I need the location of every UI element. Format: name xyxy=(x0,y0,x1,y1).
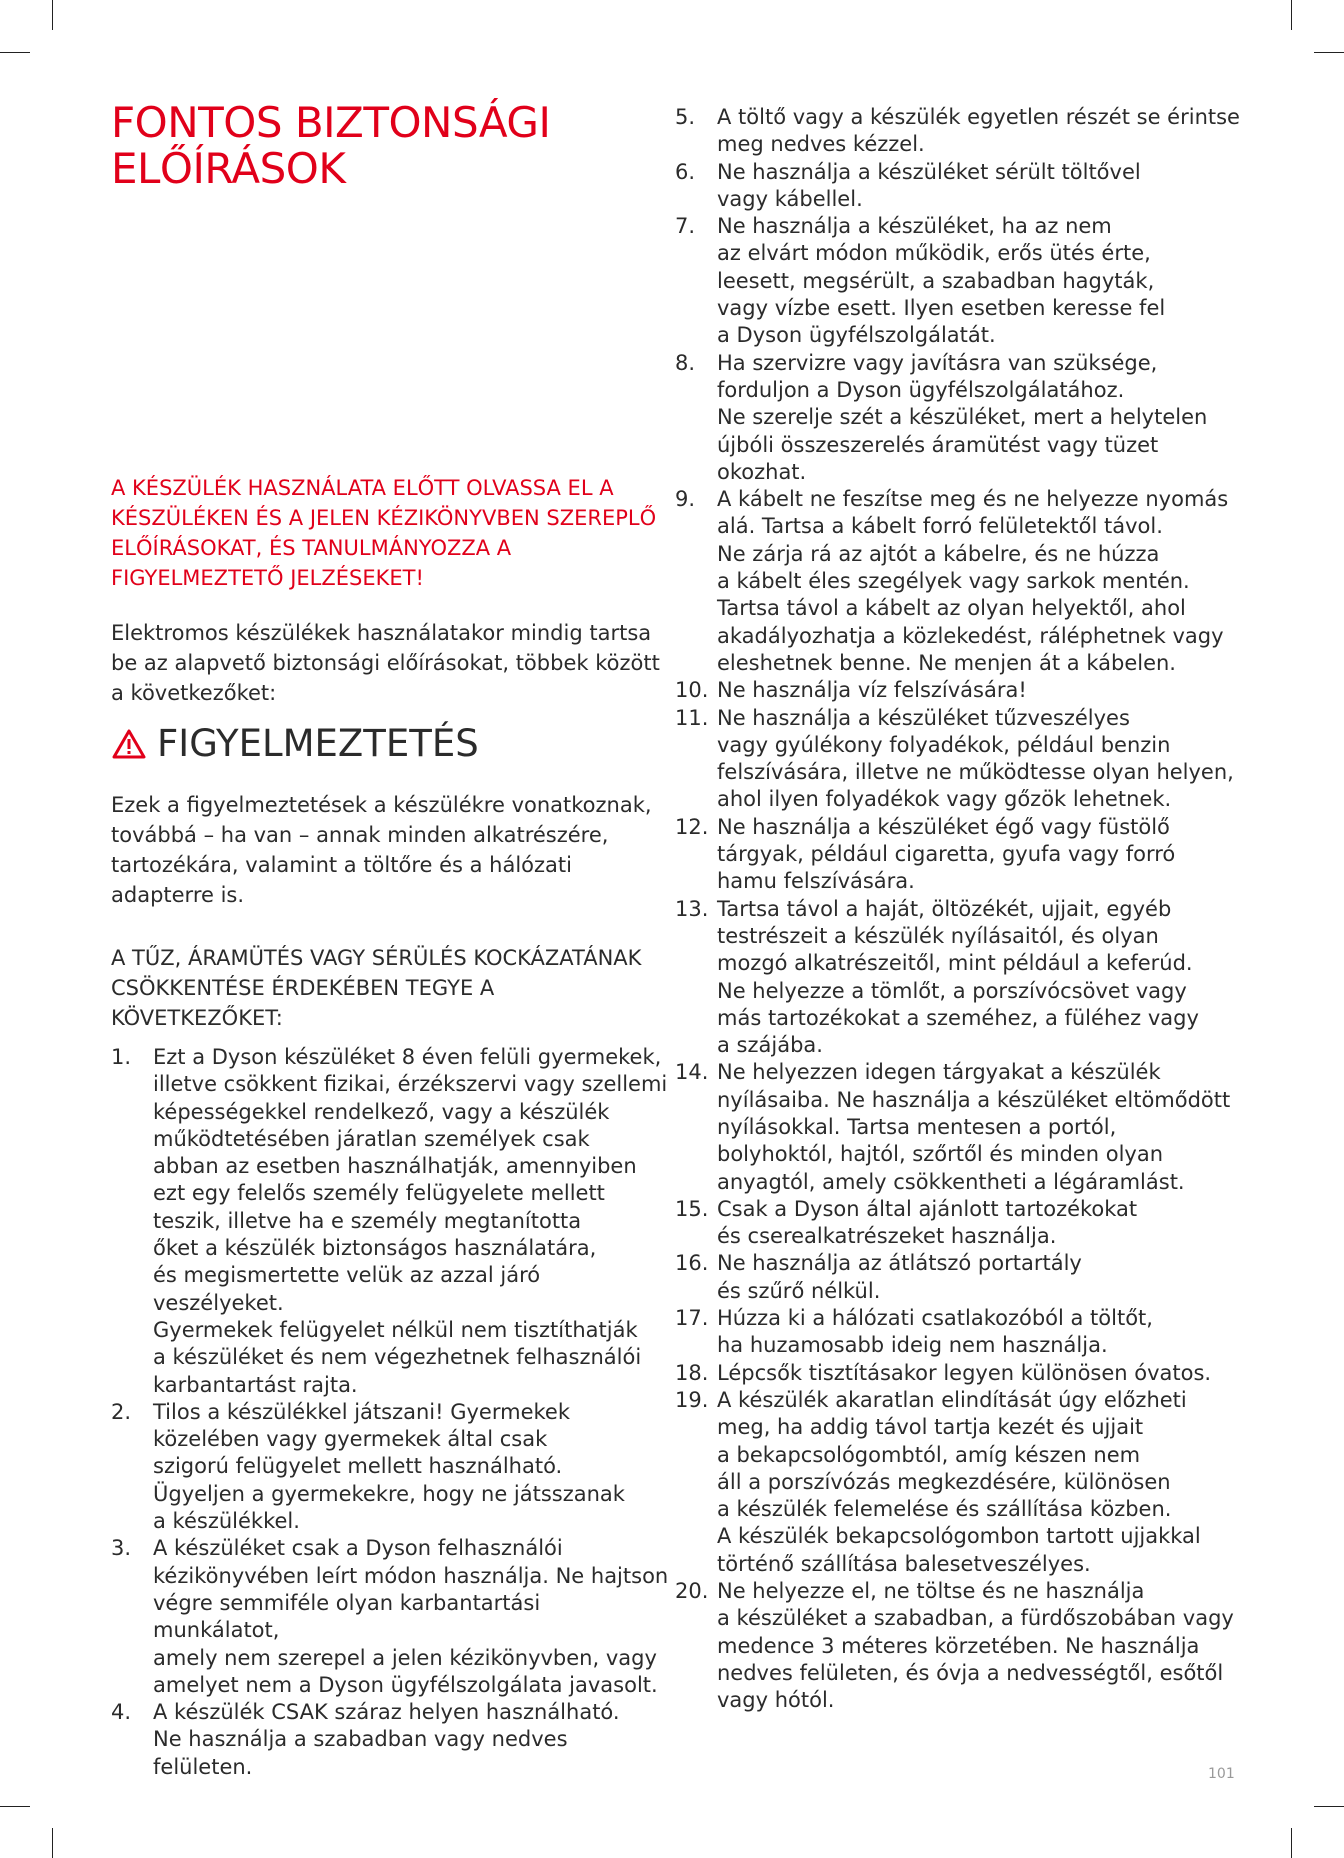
crop-mark xyxy=(0,52,30,53)
crop-mark xyxy=(52,1828,53,1858)
list-item-text: Tartsa távol a haját, öltözékét, ujjait, egyéb testrészeit a készülék nyílásaitól, és olyan mozgó alkatrészeitől, mint például a keferúd. Ne helyezze a tömlőt, a porszívócsövet vagy más tartozékokat a szeméhez, a füléhez vagy a szájába. xyxy=(717,896,1199,1058)
list-item-number: 7. xyxy=(675,214,696,239)
list-item-text: A készülék akaratlan elindítását úgy előzheti meg, ha addig távol tartja kezét és ujjait a bekapcsológombtól, amíg készen nem áll a porszívózás megkezdésére, különösen a készülék felemelése és szállítása közben. A készülék bekapcsológombon tartott ujjakkal történő szállítása balesetveszélyes. xyxy=(717,1387,1201,1576)
list-item-number: 11. xyxy=(675,705,709,730)
list-item-text: Ne használja a készüléket égő vagy füstölő tárgyak, például cigaretta, gyufa vagy forró hamu felszívására. xyxy=(717,814,1176,894)
list-item-text: Ne helyezze el, ne töltse és ne használja a készüléket a szabadban, a fürdőszobában vagy medence 3 méteres körzetében. Ne használja nedves felületen, és óvja a nedvességtől, esőtől vagy hótól. xyxy=(717,1579,1234,1713)
list-item-text: Ne használja az átlátszó portartály és szűrő nélkül. xyxy=(717,1251,1082,1303)
crop-mark xyxy=(52,0,53,30)
list-item xyxy=(675,1387,1245,1578)
list-item xyxy=(675,1578,1245,1714)
list-item-text: Húzza ki a hálózati csatlakozóból a töltőt, ha huzamosabb ideig nem használja. xyxy=(717,1306,1153,1358)
warning-paragraph: Ezek a figyelmeztetések a készülékre vonatkoznak, továbbá – ha van – annak minden alkatrészére, tartozékára, valamint a töltőre és a hálózati adapterre is. xyxy=(111,793,652,907)
page-number: 101 xyxy=(1208,1766,1235,1782)
list-item-text: Tilos a készülékkel játszani! Gyermekek közelében vagy gyermekek által csak szigorú felügyelet mellett használható. Ügyeljen a gyermekekre, hogy ne játsszanak a készülékkel. xyxy=(153,1399,625,1534)
section-heading: A TŰZ, ÁRAMÜTÉS VAGY SÉRÜLÉS KOCKÁZATÁNAK CSÖKKENTÉSE ÉRDEKÉBEN TEGYE A KÖVETKEZŐKET: xyxy=(111,946,642,1030)
crop-mark xyxy=(0,1806,30,1807)
intro-paragraph: Elektromos készülékek használatakor mindig tartsa be az alapvető biztonsági előírásokat, többek között a következőket: xyxy=(111,621,660,705)
list-item-number: 15. xyxy=(675,1196,709,1221)
page-title: FONTOS BIZTONSÁGI ELŐÍRÁSOK xyxy=(111,98,551,193)
list-item xyxy=(675,1305,1245,1360)
crop-mark xyxy=(1291,1828,1292,1858)
warning-heading xyxy=(111,720,479,768)
list-item xyxy=(675,677,1245,704)
list-item-number: 8. xyxy=(675,350,696,375)
list-item-number: 10. xyxy=(675,678,709,703)
list-item-text: Ne használja a készüléket sérült töltővel vagy kábellel. xyxy=(717,159,1141,211)
list-item xyxy=(675,486,1245,677)
list-item xyxy=(675,350,1245,486)
list-item-text: Ezt a Dyson készüléket 8 éven felüli gyermekek, illetve csökkent fizikai, érzékszervi vagy szellemi képességekkel rendelkező, vagy a készülék működtetésében járatlan személyek csak abban az esetben használhatják, amennyiben ezt egy felelős személy felügyelete mellett teszik, illetve ha e személy megtanította őket a készülék biztonságos használatára, és megismertette velük az azzal járó veszélyeket. Gyermekek felügyelet nélkül nem tisztíthatják a készüléket és nem végezhetnek felhasználói karbantartást rajta. xyxy=(153,1045,668,1397)
list-item xyxy=(111,1399,671,1535)
list-item-text: Ne helyezzen idegen tárgyakat a készülék nyílásaiba. Ne használja a készüléket eltömődött nyílásokkal. Tartsa mentesen a portól, bolyhoktól, hajtól, szőrtől és minden olyan anyagtól, amely csökkentheti a légáramlást. xyxy=(717,1060,1231,1194)
list-item xyxy=(675,896,1245,1060)
list-item-number: 6. xyxy=(675,159,696,184)
list-item xyxy=(675,705,1245,814)
list-item-text: A készülék CSAK száraz helyen használható. Ne használja a szabadban vagy nedves felületen. xyxy=(153,1700,620,1779)
list-item xyxy=(111,1535,671,1699)
list-item-number: 19. xyxy=(675,1387,709,1412)
list-item-text: Ne használja a készüléket, ha az nem az elvárt módon működik, erős ütés érte, leesett, megsérült, a szabadban hagyták, vagy vízbe esett. Ilyen esetben keresse fel a Dyson ügyfélszolgálatát. xyxy=(717,214,1166,348)
list-item-number: 16. xyxy=(675,1251,709,1276)
list-item-number: 20. xyxy=(675,1579,709,1604)
list-item xyxy=(675,1360,1245,1387)
list-item-number: 5. xyxy=(675,105,696,129)
intro-warning-text: A KÉSZÜLÉK HASZNÁLATA ELŐTT OLVASSA EL A KÉSZÜLÉKEN ÉS A JELEN KÉZIKÖNYVBEN SZEREPLŐ ELŐÍRÁSOKAT, ÉS TANULMÁNYOZZA A FIGYELMEZTETŐ JELZÉSEKET! xyxy=(111,476,657,590)
list-item-number: 14. xyxy=(675,1060,709,1085)
list-item-text: Lépcsők tisztításakor legyen különösen óvatos. xyxy=(717,1360,1212,1385)
right-column xyxy=(675,104,1245,1715)
list-item xyxy=(675,213,1245,349)
list-item-text: Ne használja a készüléket tűzveszélyes vagy gyúlékony folyadékok, például benzin felszívására, illetve ne működtesse olyan helyen, ahol ilyen folyadékok vagy gőzök lehetnek. xyxy=(717,705,1234,812)
list-item-number: 12. xyxy=(675,814,709,839)
list-item xyxy=(675,104,1245,159)
list-item xyxy=(111,1044,671,1399)
list-item-text: A kábelt ne feszítse meg és ne helyezze nyomás alá. Tartsa a kábelt forró felületektől távol. Ne zárja rá az ajtót a kábelre, és ne húzza a kábelt éles szegélyek vagy sarkok mentén. Tartsa távol a kábelt az olyan helyektől, ahol akadályozhatja a közlekedést, ráléphetnek vagy eleshetnek benne. Ne menjen át a kábelen. xyxy=(717,487,1229,675)
list-item xyxy=(675,159,1245,214)
crop-mark xyxy=(1291,0,1292,30)
list-item-text: Csak a Dyson által ajánlott tartozékokat és cserealkatrészeket használja. xyxy=(717,1196,1138,1249)
warning-heading-label: FIGYELMEZTETÉS xyxy=(157,722,479,765)
list-item-number: 4. xyxy=(111,1700,132,1725)
safety-list-left xyxy=(111,1044,671,1781)
safety-list-right xyxy=(675,104,1245,1715)
list-item xyxy=(675,1250,1245,1305)
list-item-number: 18. xyxy=(675,1360,709,1385)
list-item-text: A készüléket csak a Dyson felhasználói kézikönyvében leírt módon használja. Ne hajtson végre semmiféle olyan karbantartási munkálatot, amely nem szerepel a jelen kézikönyvben, vagy amelyet nem a Dyson ügyfélszolgálata javasolt. xyxy=(153,1536,669,1697)
list-item-number: 3. xyxy=(111,1536,132,1561)
list-item xyxy=(111,1699,671,1781)
left-column xyxy=(111,98,669,1779)
crop-mark xyxy=(1314,52,1344,53)
list-item-text: Ne használja víz felszívására! xyxy=(717,678,1027,703)
list-item xyxy=(675,814,1245,896)
list-item xyxy=(675,1059,1245,1195)
list-item-number: 9. xyxy=(675,487,696,512)
list-item-text: A töltő vagy a készülék egyetlen részét se érintse meg nedves kézzel. xyxy=(717,105,1240,157)
crop-mark xyxy=(1314,1806,1344,1807)
warning-triangle-icon xyxy=(111,728,147,760)
list-item-number: 13. xyxy=(675,896,709,921)
list-item-number: 2. xyxy=(111,1399,132,1424)
list-item-number: 17. xyxy=(675,1306,709,1331)
list-item xyxy=(675,1196,1245,1251)
list-item-number: 1. xyxy=(111,1045,132,1069)
list-item-text: Ha szervizre vagy javításra van szüksége, forduljon a Dyson ügyfélszolgálatához. Ne szerelje szét a készüléket, mert a helytelen újbóli összeszerelés áramütést vagy tüzet okozhat. xyxy=(717,350,1208,484)
